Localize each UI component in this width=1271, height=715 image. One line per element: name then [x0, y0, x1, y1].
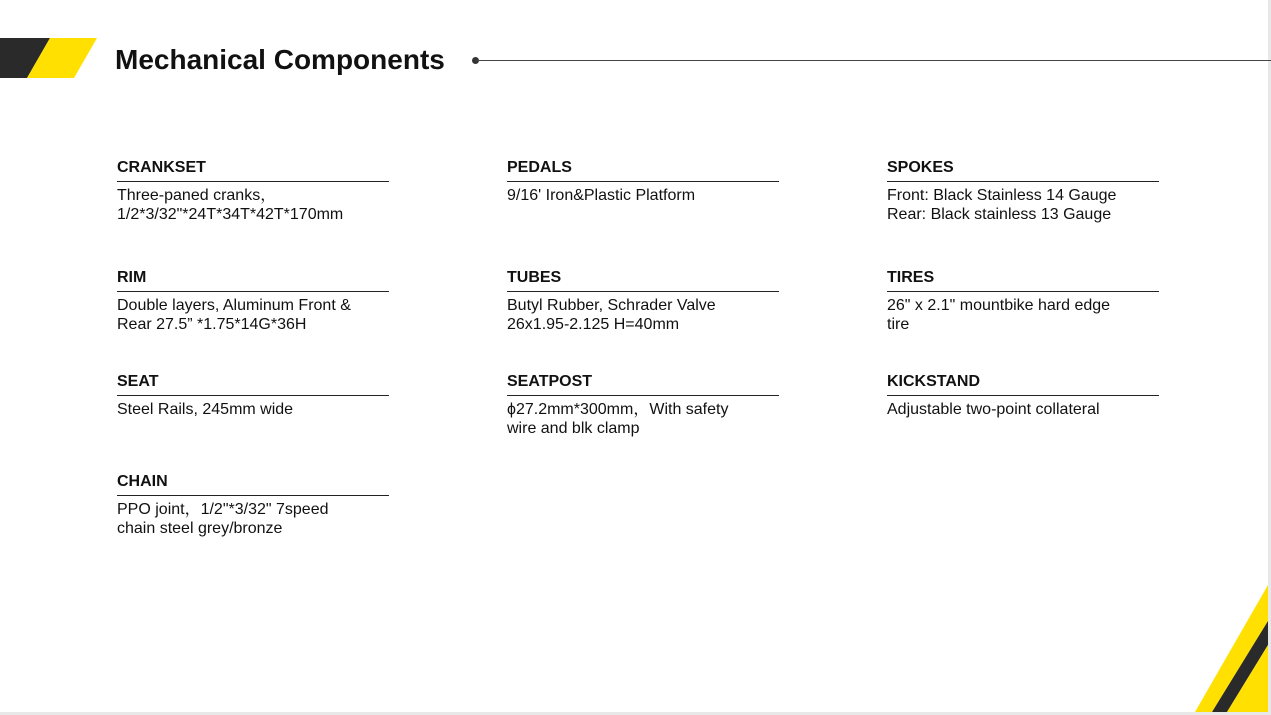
spec-value: 26" x 2.1" mountbike hard edge tire — [887, 297, 1111, 333]
spec-value: Butyl Rubber, Schrader Valve 26x1.95-2.125 H=40mm — [507, 297, 716, 333]
spec-value: Double layers, Aluminum Front & Rear 27.5” *1.75*14G*36H — [117, 297, 351, 333]
spec-label: TIRES — [887, 268, 1159, 292]
spec-label: SEATPOST — [507, 372, 779, 396]
spec-value: PPO joint，1/2"*3/32" 7speed chain steel grey/bronze — [117, 501, 329, 537]
spec-seat — [117, 372, 389, 419]
spec-value: Steel Rails, 245mm wide — [117, 401, 294, 418]
spec-label: CHAIN — [117, 472, 389, 496]
spec-label: RIM — [117, 268, 389, 292]
spec-label: TUBES — [507, 268, 779, 292]
spec-value: Front: Black Stainless 14 Gauge Rear: Black stainless 13 Gauge — [887, 187, 1117, 223]
spec-tubes — [507, 268, 779, 334]
spec-value: ϕ27.2mm*300mm，With safety wire and blk clamp — [507, 401, 729, 437]
spec-crankset — [117, 158, 389, 224]
spec-spokes — [887, 158, 1159, 224]
corner-stripe-decoration-bottom — [1195, 585, 1269, 712]
spec-label: SEAT — [117, 372, 389, 396]
spec-label: SPOKES — [887, 158, 1159, 182]
spec-label: CRANKSET — [117, 158, 389, 182]
page-title: Mechanical Components — [115, 44, 445, 75]
spec-value: 9/16' Iron&Plastic Platform — [507, 187, 696, 204]
spec-tires — [887, 268, 1159, 334]
spec-kickstand — [887, 372, 1159, 419]
title-divider-line — [476, 60, 1271, 61]
spec-seatpost — [507, 372, 779, 438]
spec-chain — [117, 472, 389, 538]
spec-label: KICKSTAND — [887, 372, 1159, 396]
spec-rim — [117, 268, 389, 334]
spec-label: PEDALS — [507, 158, 779, 182]
spec-value: Three-paned cranks， 1/2*3/32"*24T*34T*42T*170mm — [117, 187, 344, 223]
spec-value: Adjustable two-point collateral — [887, 401, 1100, 418]
corner-stripe-decoration — [0, 38, 100, 78]
spec-pedals — [507, 158, 779, 205]
